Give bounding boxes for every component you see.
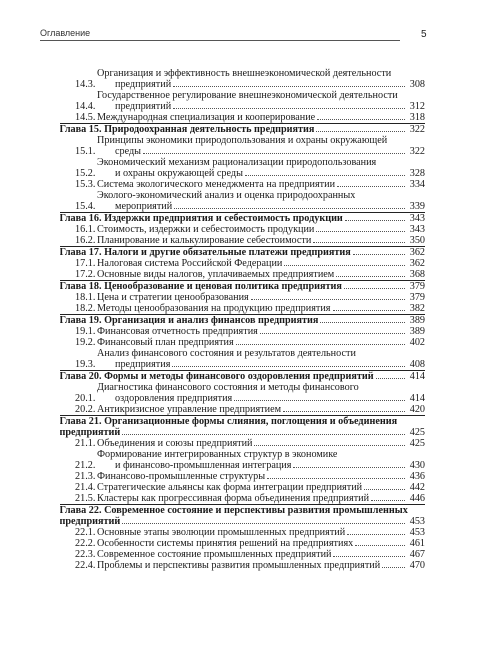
dot-leader: [122, 522, 405, 524]
toc-entry-number: 22.3.: [75, 549, 96, 560]
dot-leader: [143, 152, 405, 154]
toc-section-entry: [60, 224, 425, 235]
dot-leader: [236, 343, 405, 345]
toc-entry-number: 21.1.: [75, 438, 96, 449]
toc-entry-title: Планирование и калькулирование себестоимости: [97, 235, 312, 246]
toc-section-entry: [60, 326, 425, 337]
toc-entry-title: Объединения и союзы предприятий: [97, 438, 253, 449]
toc-page-number: 408: [409, 359, 425, 370]
toc-page-number: 453: [409, 516, 425, 527]
toc-entry-title: Проблемы и перспективы развития промышленных предприятий: [97, 560, 381, 571]
toc-page-number: 343: [409, 213, 425, 224]
dot-leader: [376, 377, 405, 379]
toc-page-number: 379: [409, 292, 425, 303]
toc-entry-title: Анализ финансового состояния и результатов деятельности: [97, 348, 356, 359]
toc-chapter-entry: [60, 123, 426, 135]
toc-page-number: 312: [409, 101, 425, 112]
toc-entry-title: Основные этапы эволюции промышленных предприятий: [97, 527, 346, 538]
toc-section-entry: [60, 68, 425, 90]
dot-leader: [317, 118, 405, 120]
toc-page-number: 362: [409, 258, 425, 269]
table-of-contents: [60, 68, 425, 571]
dot-leader: [347, 533, 405, 535]
toc-entry-number: 15.3.: [75, 179, 96, 190]
toc-entry-title: Антикризисное управление предприятием: [97, 404, 282, 415]
toc-entry-title: Финансово-промышленные структуры: [97, 471, 266, 482]
toc-page-number: 436: [409, 471, 425, 482]
toc-section-entry: [60, 235, 425, 246]
dot-leader: [333, 555, 405, 557]
toc-entry-title: Принципы экономики природопользования и охраны окружающей: [97, 135, 388, 146]
toc-section-entry: [60, 90, 425, 112]
toc-entry-title: Особенности системы принятия решений на предприятиях: [97, 538, 354, 549]
toc-section-entry: [60, 337, 425, 348]
toc-section-entry: [60, 438, 425, 449]
toc-page-number: 362: [409, 247, 425, 258]
running-header-title: Оглавление: [40, 28, 91, 38]
toc-entry-number: 20.1.: [75, 393, 96, 404]
dot-leader: [355, 544, 405, 546]
toc-entry-number: 18.2.: [75, 303, 96, 314]
toc-entry-title: Цена и стратегии ценообразования: [97, 292, 249, 303]
toc-entry-number: 22.1.: [75, 527, 96, 538]
toc-section-entry: [60, 527, 425, 538]
dot-leader: [173, 85, 405, 87]
toc-page-number: 318: [409, 112, 425, 123]
dot-leader: [283, 410, 405, 412]
toc-entry-title: Глава 18. Ценообразование и ценовая политика предприятия: [59, 281, 342, 292]
toc-entry-number: 14.4.: [75, 101, 96, 112]
toc-entry-title: предприятия: [115, 359, 171, 370]
toc-page-number: 334: [409, 179, 425, 190]
toc-section-entry: [60, 482, 425, 493]
toc-entry-number: 21.5.: [75, 493, 96, 504]
toc-section-entry: [60, 179, 425, 190]
toc-section-entry: [60, 135, 425, 157]
toc-entry-number: 19.3.: [75, 359, 96, 370]
toc-page-number: 328: [409, 168, 425, 179]
toc-section-entry: [60, 112, 425, 123]
toc-entry-number: 17.1.: [75, 258, 96, 269]
toc-entry-title: Кластеры как прогрессивная форма объединения предприятий: [97, 493, 370, 504]
toc-entry-title: и охраны окружающей среды: [115, 168, 243, 179]
dot-leader: [316, 130, 405, 132]
page-number: 5: [421, 29, 427, 40]
toc-section-entry: [60, 493, 425, 504]
toc-entry-title: предприятий: [59, 427, 121, 438]
toc-entry-number: 22.4.: [75, 560, 96, 571]
toc-page-number: 389: [409, 315, 425, 326]
toc-entry-title: Глава 21. Организационные формы слияния, поглощения и объединения: [59, 416, 398, 427]
dot-leader: [320, 321, 405, 323]
toc-entry-title: Стратегические альянсы как форма интеграции предприятий: [97, 482, 363, 493]
toc-entry-number: 20.2.: [75, 404, 96, 415]
toc-entry-title: Система экологического менеджмента на предприятии: [97, 179, 336, 190]
toc-entry-title: Глава 19. Организация и анализ финансов предприятия: [59, 315, 319, 326]
toc-page-number: 467: [409, 549, 425, 560]
dot-leader: [284, 264, 405, 266]
header-rule: [40, 40, 400, 41]
toc-page-number: 425: [409, 427, 425, 438]
toc-entry-number: 17.2.: [75, 269, 96, 280]
toc-page-number: 382: [409, 303, 425, 314]
toc-section-entry: [60, 269, 425, 280]
dot-leader: [172, 365, 405, 367]
toc-chapter-entry: [60, 280, 426, 292]
toc-page-number: 350: [409, 235, 425, 246]
toc-entry-title: Налоговая система Российской Федерации: [97, 258, 283, 269]
toc-entry-number: 19.2.: [75, 337, 96, 348]
toc-entry-number: 18.1.: [75, 292, 96, 303]
toc-page-number: 308: [409, 79, 425, 90]
toc-page-number: 322: [409, 146, 425, 157]
dot-leader: [234, 399, 405, 401]
toc-section-entry: [60, 157, 425, 179]
toc-section-entry: [60, 258, 425, 269]
toc-page-number: 446: [409, 493, 425, 504]
toc-entry-number: 15.1.: [75, 146, 96, 157]
dot-leader: [173, 107, 405, 109]
toc-entry-title: и финансово-промышленная интеграция: [115, 460, 292, 471]
toc-section-entry: [60, 348, 425, 370]
toc-page-number: 442: [409, 482, 425, 493]
toc-entry-title: Глава 22. Современное состояние и перспективы развития промышленных: [59, 505, 408, 516]
toc-page-number: 339: [409, 201, 425, 212]
toc-entry-title: предприятий: [115, 101, 172, 112]
toc-entry-title: среды: [115, 146, 142, 157]
toc-entry-number: 21.4.: [75, 482, 96, 493]
toc-entry-number: 14.5.: [75, 112, 96, 123]
dot-leader: [333, 309, 406, 311]
toc-page-number: 453: [409, 527, 425, 538]
toc-chapter-entry: [60, 314, 426, 326]
toc-entry-title: Экономический механизм рационализации природопользования: [97, 157, 377, 168]
toc-entry-title: Стоимость, издержки и себестоимость продукции: [97, 224, 315, 235]
dot-leader: [260, 332, 405, 334]
toc-page-number: 414: [409, 371, 425, 382]
toc-entry-title: Государственное регулирование внешнеэкономической деятельности: [97, 90, 398, 101]
dot-leader: [371, 499, 405, 501]
toc-chapter-entry: [60, 370, 426, 382]
toc-section-entry: [60, 549, 425, 560]
toc-entry-title: предприятий: [115, 79, 172, 90]
toc-section-entry: [60, 538, 425, 549]
toc-entry-title: Эколого-экономический анализ и оценка природоохранных: [97, 190, 356, 201]
toc-entry-title: Основные виды налогов, уплачиваемых предприятием: [97, 269, 335, 280]
dot-leader: [293, 466, 405, 468]
dot-leader: [245, 174, 405, 176]
toc-section-entry: [60, 449, 425, 471]
toc-entry-number: 15.2.: [75, 168, 96, 179]
toc-page-number: 379: [409, 281, 425, 292]
dot-leader: [122, 433, 405, 435]
toc-page-number: 425: [409, 438, 425, 449]
toc-section-entry: [60, 292, 425, 303]
dot-leader: [316, 230, 405, 232]
toc-chapter-entry: [60, 246, 426, 258]
toc-page-number: 414: [409, 393, 425, 404]
toc-section-entry: [60, 471, 425, 482]
toc-chapter-entry: [60, 504, 426, 527]
toc-entry-number: 21.2.: [75, 460, 96, 471]
toc-entry-title: Глава 15. Природоохранная деятельность предприятия: [59, 124, 315, 135]
dot-leader: [353, 253, 405, 255]
dot-leader: [254, 444, 405, 446]
toc-section-entry: [60, 404, 425, 415]
dot-leader: [174, 207, 405, 209]
dot-leader: [251, 298, 405, 300]
page-header: [0, 0, 480, 48]
toc-chapter-entry: [60, 415, 426, 438]
dot-leader: [336, 275, 405, 277]
toc-entry-number: 21.3.: [75, 471, 96, 482]
dot-leader: [313, 241, 405, 243]
dot-leader: [337, 185, 405, 187]
toc-page-number: 430: [409, 460, 425, 471]
toc-entry-title: Современное состояние промышленных предприятий: [97, 549, 332, 560]
toc-page-number: 368: [409, 269, 425, 280]
toc-chapter-entry: [60, 212, 426, 224]
toc-entry-title: Финансовая отчетность предприятия: [97, 326, 258, 337]
dot-leader: [267, 477, 405, 479]
toc-entry-title: Диагностика финансового состояния и методы финансового: [97, 382, 359, 393]
toc-section-entry: [60, 560, 425, 571]
toc-page-number: 461: [409, 538, 425, 549]
toc-entry-title: Организация и эффективность внешнеэкономической деятельности: [97, 68, 392, 79]
dot-leader: [344, 287, 405, 289]
dot-leader: [382, 566, 405, 568]
toc-entry-number: 16.1.: [75, 224, 96, 235]
toc-entry-title: Глава 20. Формы и методы финансового оздоровления предприятий: [59, 371, 374, 382]
toc-page-number: 389: [409, 326, 425, 337]
toc-section-entry: [60, 382, 425, 404]
toc-entry-title: Финансовый план предприятия: [97, 337, 234, 348]
toc-entry-title: оздоровления предприятия: [115, 393, 233, 404]
toc-entry-title: Методы ценообразования на продукцию предприятия: [97, 303, 331, 314]
toc-entry-number: 14.3.: [75, 79, 96, 90]
toc-page-number: 402: [409, 337, 425, 348]
toc-entry-title: Международная специализация и кооперирование: [97, 112, 316, 123]
toc-entry-title: Глава 17. Налоги и другие обязательные платежи предприятия: [59, 247, 351, 258]
toc-section-entry: [60, 190, 425, 212]
toc-entry-title: мероприятий: [115, 201, 173, 212]
toc-page-number: 322: [409, 124, 425, 135]
toc-entry-number: 16.2.: [75, 235, 96, 246]
toc-entry-title: Формирование интегрированных структур в экономике: [97, 449, 338, 460]
toc-entry-number: 22.2.: [75, 538, 96, 549]
dot-leader: [345, 219, 405, 221]
toc-page-number: 343: [409, 224, 425, 235]
dot-leader: [364, 488, 405, 490]
toc-entry-number: 19.1.: [75, 326, 96, 337]
toc-page-number: 470: [409, 560, 425, 571]
toc-page-number: 420: [409, 404, 425, 415]
toc-section-entry: [60, 303, 425, 314]
toc-entry-number: 15.4.: [75, 201, 96, 212]
toc-entry-title: Глава 16. Издержки предприятия и себестоимость продукции: [59, 213, 343, 224]
toc-entry-title: предприятий: [59, 516, 121, 527]
